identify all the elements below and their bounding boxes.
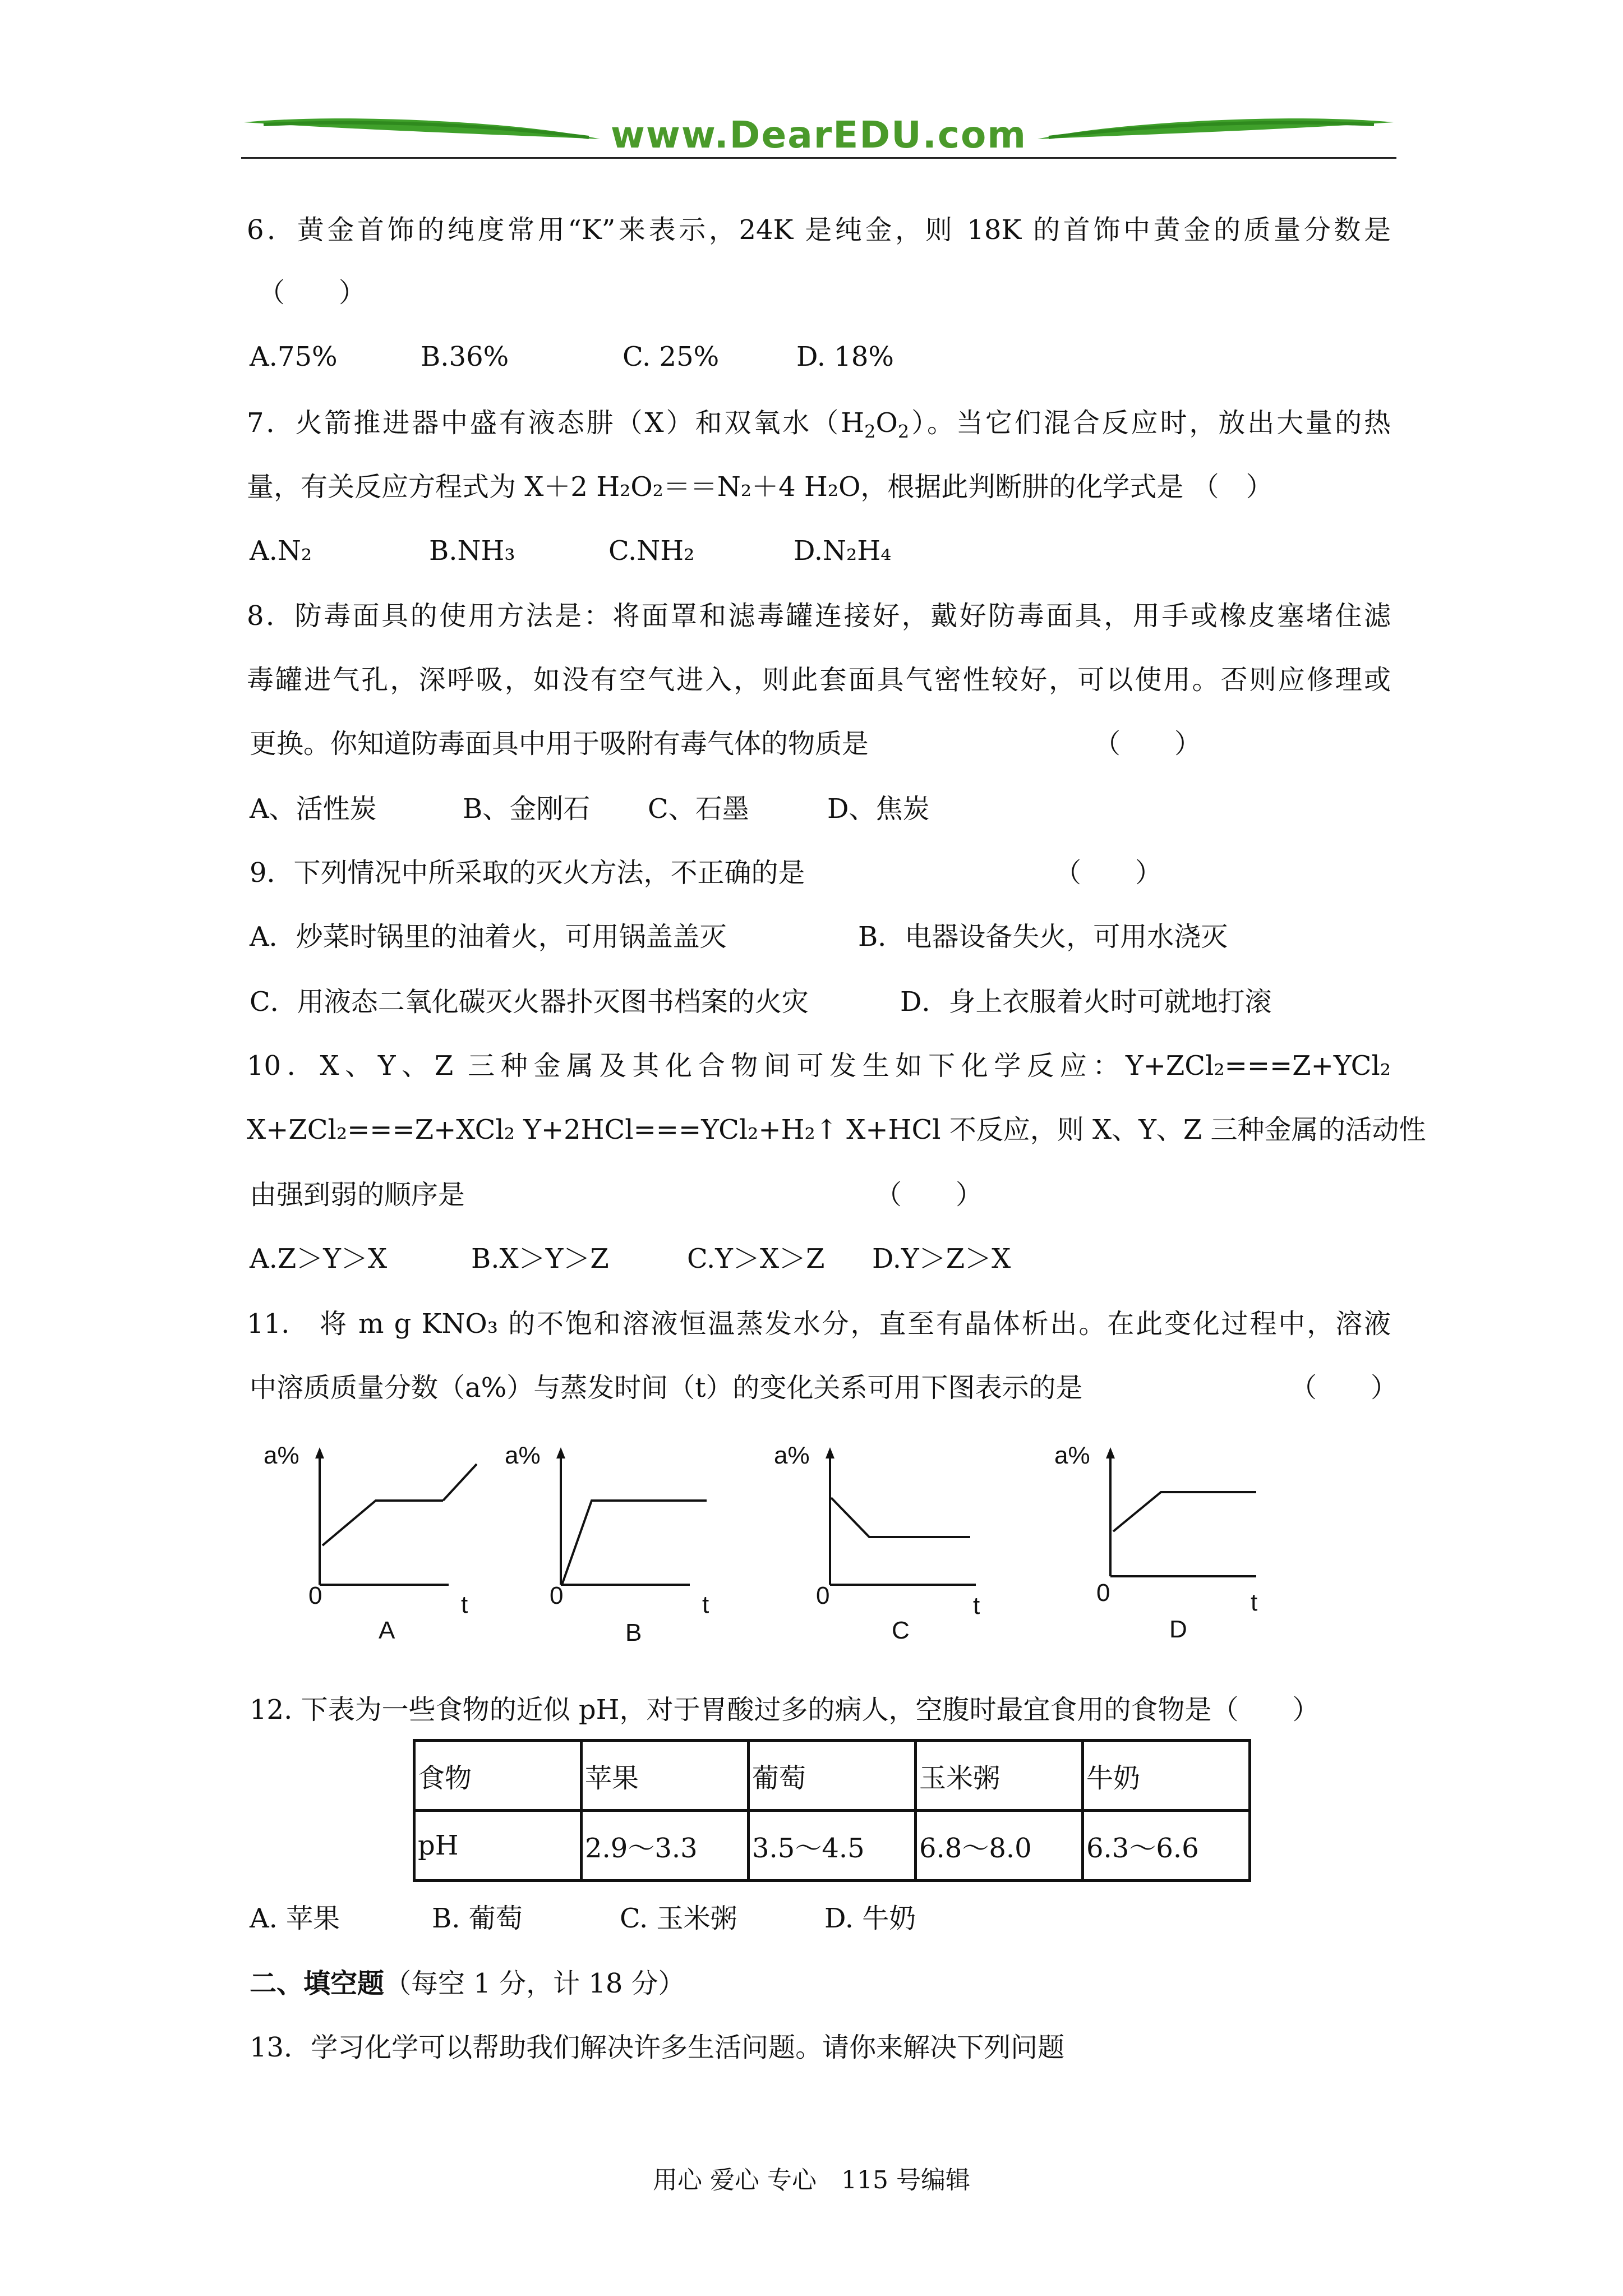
q9-option-a: A．炒菜时锅里的油着火，可用锅盖盖灭 <box>250 921 727 953</box>
q7-line1-part: 7．火箭推进器中盛有液态肼（X）和双氧水（H <box>247 407 865 439</box>
table-cell: pH <box>414 1811 582 1881</box>
graph-b-letter: B <box>625 1619 642 1646</box>
q10-option-d: D.Y＞Z＞X <box>872 1243 1011 1274</box>
q6-stem: 6．黄金首饰的纯度常用“K”来表示，24K 是纯金，则 18K 的首饰中黄金的质量分数是 <box>247 214 1391 246</box>
q10-line2: X+ZCl₂===Z+XCl₂ Y+2HCl===YCl₂+H₂↑ X+HCl 不反应，则 X、Y、Z 三种金属的活动性 <box>247 1114 1426 1145</box>
q9-stem: 9．下列情况中所采取的灭火方法，不正确的是 <box>250 857 805 889</box>
graph-d-x-label: t <box>1251 1589 1258 1616</box>
q8-line2: 毒罐进气孔，深呼吸，如没有空气进入，则此套面具气密性较好，可以使用。否则应修理或 <box>247 664 1391 696</box>
section-2-heading <box>250 1967 685 2000</box>
q10-answer-paren: （ ） <box>875 1179 983 1211</box>
q11-answer-paren: （ ） <box>1290 1372 1398 1404</box>
q10-option-c: C.Y＞X＞Z <box>687 1243 825 1274</box>
q7-option-d: D.N₂H₄ <box>794 535 892 567</box>
table-row <box>414 1741 1250 1811</box>
graph-b <box>505 1442 785 1655</box>
q6-option-d: D. 18% <box>796 341 894 372</box>
q6-answer-paren: （ ） <box>258 277 366 309</box>
graph-a-origin: 0 <box>308 1582 322 1609</box>
table-cell: 6.8～8.0 <box>916 1811 1083 1881</box>
q8-option-d: D、焦炭 <box>827 793 930 825</box>
graph-d-origin: 0 <box>1096 1579 1110 1607</box>
graph-b-origin: 0 <box>550 1582 564 1609</box>
q7-option-c: C.NH₂ <box>608 535 695 567</box>
q8-option-b: B、金刚石 <box>463 793 591 825</box>
table-cell: 牛奶 <box>1083 1741 1250 1811</box>
graph-b-y-label: a% <box>505 1442 541 1469</box>
section-2-title: 二、填空题 <box>250 1968 385 1999</box>
section-2-note: （每空 1 分，计 18 分） <box>384 1968 685 1999</box>
table-cell: 食物 <box>414 1741 582 1811</box>
table-cell: 2.9～3.3 <box>582 1811 749 1881</box>
graph-d-letter: D <box>1169 1616 1187 1643</box>
graph-b-x-label: t <box>702 1591 709 1618</box>
q9-option-b: B．电器设备失火，可用水浇灭 <box>858 921 1228 953</box>
q10-line1: 10．X、Y、Z 三种金属及其化合物间可发生如下化学反应：Y+ZCl₂===Z+YCl₂ <box>247 1050 1391 1082</box>
graph-a-x-label: t <box>461 1591 468 1618</box>
q8-line3: 更换。你知道防毒面具中用于吸附有毒气体的物质是 <box>250 728 869 760</box>
q8-answer-paren: （ ） <box>1094 728 1202 760</box>
graph-c-letter: C <box>892 1617 910 1644</box>
q9-option-d: D．身上衣服着火时可就地打滚 <box>900 986 1272 1018</box>
q8-line1: 8．防毒面具的使用方法是：将面罩和滤毒罐连接好，戴好防毒面具，用手或橡皮塞堵住滤 <box>247 600 1391 632</box>
q7-line1 <box>247 406 1391 449</box>
graph-c-y-label: a% <box>774 1442 810 1469</box>
q7-option-a: A.N₂ <box>250 535 312 567</box>
graph-a-letter: A <box>379 1617 395 1644</box>
graph-d <box>1054 1442 1335 1655</box>
q9-option-c: C．用液态二氧化碳灭火器扑灭图书档案的火灾 <box>250 986 809 1018</box>
q9-answer-paren: （ ） <box>1054 857 1163 889</box>
q7-line1-subscript: 2 <box>897 421 910 443</box>
q8-option-c: C、石墨 <box>648 793 749 825</box>
q12-stem: 12. 下表为一些食物的近似 pH，对于胃酸过多的病人，空腹时最宜食用的食物是（ ） <box>250 1694 1320 1726</box>
header-rule <box>241 157 1396 159</box>
q12-option-c: C. 玉米粥 <box>620 1903 737 1934</box>
q8-option-a: A、活性炭 <box>250 793 377 825</box>
q6-option-b: B.36% <box>421 341 509 372</box>
table-cell: 玉米粥 <box>916 1741 1083 1811</box>
q7-option-b: B.NH₃ <box>429 535 515 567</box>
q7-line2: 量，有关反应方程式为 X＋2 H₂O₂＝＝N₂＋4 H₂O，根据此判断肼的化学式是 （ ） <box>247 471 1273 503</box>
q12-option-d: D. 牛奶 <box>824 1903 916 1934</box>
table-row <box>414 1811 1250 1881</box>
graph-c-x-label: t <box>973 1592 980 1619</box>
q11-line1: 11. 将 m g KNO₃ 的不饱和溶液恒温蒸发水分，直至有晶体析出。在此变化过程中，溶液 <box>247 1308 1391 1340</box>
q10-option-b: B.X＞Y＞Z <box>471 1243 609 1274</box>
q12-option-b: B. 葡萄 <box>432 1903 523 1934</box>
graph-a-y-label: a% <box>264 1442 299 1469</box>
q12-option-a: A. 苹果 <box>250 1903 340 1934</box>
page-header <box>241 107 1396 163</box>
q6-option-c: C. 25% <box>623 341 720 372</box>
table-cell: 苹果 <box>582 1741 749 1811</box>
graph-c <box>774 1442 1054 1655</box>
table-cell: 葡萄 <box>749 1741 916 1811</box>
q6-option-a: A.75% <box>250 341 338 372</box>
q13-stem: 13．学习化学可以帮助我们解决许多生活问题。请你来解决下列问题 <box>250 2032 1065 2063</box>
ph-table <box>413 1739 1251 1882</box>
q11-line2: 中溶质质量分数（a%）与蒸发时间（t）的变化关系可用下图表示的是 <box>250 1372 1083 1404</box>
q7-line1-part: O <box>875 407 898 439</box>
graph-a <box>264 1442 544 1655</box>
page-footer: 用心 爱心 专心 115 号编辑 <box>653 2166 970 2194</box>
table-cell: 6.3～6.6 <box>1083 1811 1250 1881</box>
q7-line1-subscript: 2 <box>864 421 876 443</box>
q7-line1-part: ）。当它们混合反应时，放出大量的热 <box>909 407 1391 439</box>
graph-d-y-label: a% <box>1054 1442 1090 1469</box>
q10-line3: 由强到弱的顺序是 <box>250 1179 465 1211</box>
q10-option-a: A.Z＞Y＞X <box>250 1243 388 1274</box>
site-logo-text[interactable]: www.DearEDU.com <box>610 113 1027 157</box>
graph-c-origin: 0 <box>816 1582 830 1609</box>
table-cell: 3.5～4.5 <box>749 1811 916 1881</box>
